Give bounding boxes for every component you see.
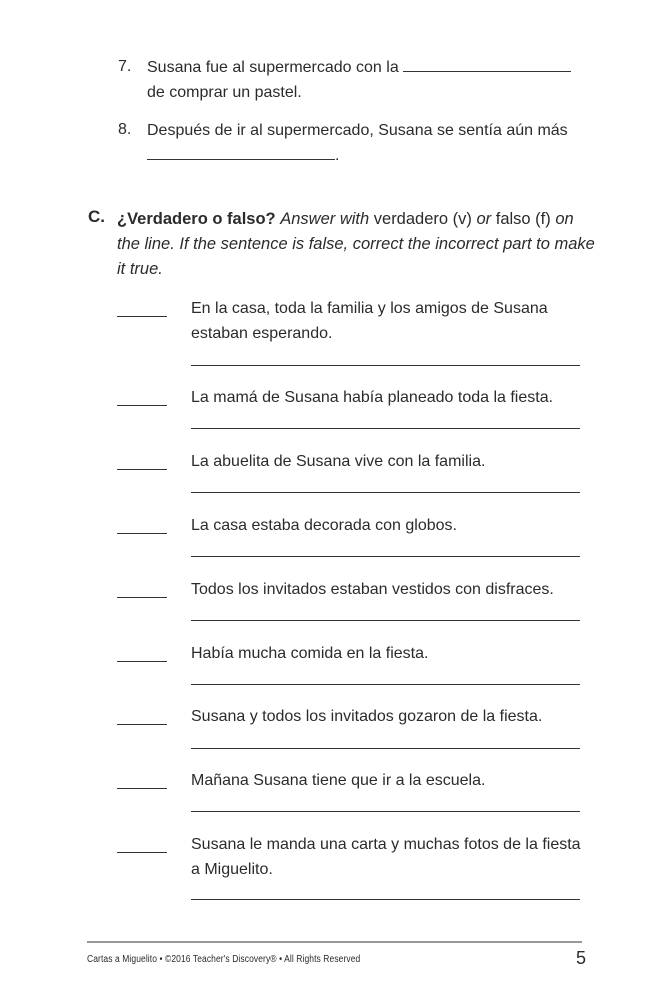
statement-text: Todos los invitados estaban vestidos con disfraces. <box>191 581 554 598</box>
correction-line[interactable] <box>191 899 580 900</box>
correction-line[interactable] <box>191 365 580 366</box>
question-text-part: de comprar un pastel. <box>147 84 302 101</box>
statement-text: La abuelita de Susana vive con la familia. <box>191 453 486 470</box>
statement-text: La mamá de Susana había planeado toda la fiesta. <box>191 389 554 406</box>
statement-text: Había mucha comida en la fiesta. <box>191 645 429 662</box>
true-false-blank[interactable] <box>117 469 167 470</box>
correction-line[interactable] <box>191 748 580 749</box>
answer-blank[interactable] <box>403 57 571 72</box>
true-false-blank[interactable] <box>117 661 167 662</box>
question-text-part: Después de ir al supermercado, Susana se sentía aún más <box>147 122 568 139</box>
statement-text: La casa estaba decorada con globos. <box>191 517 457 534</box>
question-text <box>147 55 592 105</box>
true-false-blank[interactable] <box>117 597 167 598</box>
instruction-text: on the line. If the sentence is false, correct the incorrect part to make it true. <box>117 210 595 278</box>
correction-line[interactable] <box>191 492 580 493</box>
true-false-blank[interactable] <box>117 788 167 789</box>
correction-line[interactable] <box>191 556 580 557</box>
statement-text: En la casa, toda la familia y los amigos de Susana estaban esperando. <box>191 300 548 342</box>
statement-text: Susana le manda una carta y muchas fotos de la fiesta a Miguelito. <box>191 836 581 878</box>
section-letter: C. <box>88 207 105 226</box>
instruction-text: falso (f) <box>495 210 551 228</box>
true-false-blank[interactable] <box>117 316 167 317</box>
section-title: ¿Verdadero o falso? <box>117 210 276 228</box>
true-false-blank[interactable] <box>117 852 167 853</box>
footer-divider <box>87 941 582 943</box>
instruction-text: verdadero (v) <box>373 210 472 228</box>
statement-text: Susana y todos los invitados gozaron de la fiesta. <box>191 708 543 725</box>
question-text <box>147 118 592 168</box>
question-number: 7. <box>118 58 132 75</box>
statement-text: Mañana Susana tiene que ir a la escuela. <box>191 772 486 789</box>
true-false-blank[interactable] <box>117 533 167 534</box>
instruction-text: Answer with <box>280 210 370 228</box>
correction-line[interactable] <box>191 811 580 812</box>
question-number: 8. <box>118 121 132 138</box>
question-text-part: . <box>335 147 340 164</box>
correction-line[interactable] <box>191 428 580 429</box>
true-false-blank[interactable] <box>117 405 167 406</box>
answer-blank[interactable] <box>147 145 335 160</box>
section-instructions <box>117 207 595 282</box>
footer-copyright: Cartas a Miguelito • ©2016 Teacher's Discovery® • All Rights Reserved <box>87 954 361 965</box>
instruction-text: or <box>476 210 492 228</box>
correction-line[interactable] <box>191 684 580 685</box>
correction-line[interactable] <box>191 620 580 621</box>
page-number: 5 <box>576 948 587 968</box>
question-text-part: Susana fue al supermercado con la <box>147 59 399 76</box>
true-false-blank[interactable] <box>117 724 167 725</box>
